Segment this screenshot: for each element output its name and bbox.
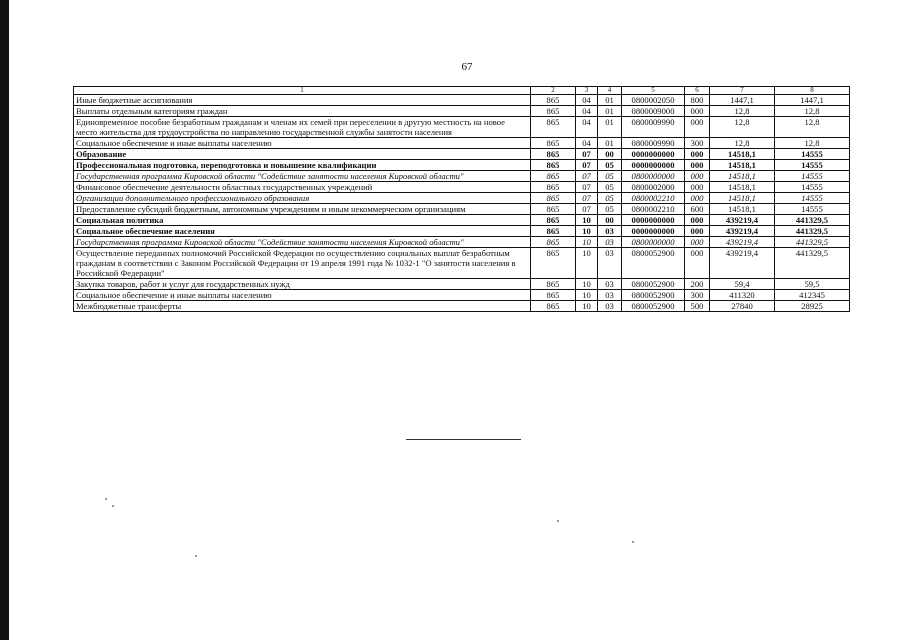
row-value-cell: 28925	[775, 301, 850, 312]
row-name-cell: Социальное обеспечение и иные выплаты населению	[74, 138, 531, 149]
row-value-cell: 04	[576, 95, 598, 106]
scan-speck	[557, 520, 559, 522]
table-row	[74, 117, 850, 138]
row-value-cell: 865	[531, 149, 576, 160]
row-value-cell: 12,8	[775, 117, 850, 138]
row-value-cell: 14555	[775, 182, 850, 193]
table-row	[74, 248, 850, 279]
table-row	[74, 160, 850, 171]
row-value-cell: 439219,4	[710, 215, 775, 226]
row-value-cell: 12,8	[710, 106, 775, 117]
row-value-cell: 14555	[775, 160, 850, 171]
row-value-cell: 14555	[775, 193, 850, 204]
table-row	[74, 149, 850, 160]
row-value-cell: 59,4	[710, 279, 775, 290]
budget-table	[73, 86, 850, 312]
row-value-cell: 439219,4	[710, 237, 775, 248]
row-value-cell: 600	[685, 204, 710, 215]
row-name-cell: Социальное обеспечение населения	[74, 226, 531, 237]
row-value-cell: 03	[598, 248, 622, 279]
row-value-cell: 000	[685, 149, 710, 160]
table-row	[74, 95, 850, 106]
row-value-cell: 12,8	[710, 117, 775, 138]
row-value-cell: 0000000000	[622, 215, 685, 226]
table-row	[74, 215, 850, 226]
table-header-row	[74, 87, 850, 95]
row-value-cell: 03	[598, 301, 622, 312]
row-name-cell: Предоставление субсидий бюджетным, автономным учреждениям и иным некоммерческим организациям	[74, 204, 531, 215]
table-row	[74, 301, 850, 312]
row-name-cell: Профессиональная подготовка, переподготовка и повышение квалификации	[74, 160, 531, 171]
row-value-cell: 14518,1	[710, 160, 775, 171]
row-value-cell: 12,8	[710, 138, 775, 149]
scan-speck	[112, 505, 114, 507]
row-name-cell: Социальная политика	[74, 215, 531, 226]
column-header: 2	[531, 87, 576, 95]
row-value-cell: 07	[576, 149, 598, 160]
scan-speck	[105, 498, 107, 500]
row-name-cell: Выплаты отдельным категориям граждан	[74, 106, 531, 117]
row-name-cell: Социальное обеспечение и иные выплаты населению	[74, 290, 531, 301]
row-value-cell: 05	[598, 171, 622, 182]
row-value-cell: 865	[531, 117, 576, 138]
row-value-cell: 000	[685, 160, 710, 171]
row-value-cell: 441329,5	[775, 215, 850, 226]
row-value-cell: 10	[576, 279, 598, 290]
row-value-cell: 00	[598, 215, 622, 226]
row-value-cell: 0800002000	[622, 182, 685, 193]
row-value-cell: 07	[576, 171, 598, 182]
row-value-cell: 0000000000	[622, 160, 685, 171]
row-name-cell: Финансовое обеспечение деятельности областных государственных учреждений	[74, 182, 531, 193]
row-value-cell: 0800002050	[622, 95, 685, 106]
row-value-cell: 05	[598, 182, 622, 193]
row-value-cell: 865	[531, 237, 576, 248]
row-value-cell: 27840	[710, 301, 775, 312]
row-value-cell: 439219,4	[710, 226, 775, 237]
row-name-cell: Межбюджетные трансферты	[74, 301, 531, 312]
row-name-cell: Государственная программа Кировской области "Содействие занятости населения Кировской области"	[74, 171, 531, 182]
row-value-cell: 00	[598, 149, 622, 160]
column-header: 1	[74, 87, 531, 95]
table-row	[74, 171, 850, 182]
row-value-cell: 04	[576, 106, 598, 117]
row-value-cell: 0000000000	[622, 149, 685, 160]
row-value-cell: 07	[576, 193, 598, 204]
table-row	[74, 106, 850, 117]
row-value-cell: 865	[531, 290, 576, 301]
column-header: 6	[685, 87, 710, 95]
table-row	[74, 290, 850, 301]
row-value-cell: 000	[685, 226, 710, 237]
row-value-cell: 865	[531, 301, 576, 312]
row-value-cell: 300	[685, 290, 710, 301]
row-name-cell: Иные бюджетные ассигнования	[74, 95, 531, 106]
row-value-cell: 59,5	[775, 279, 850, 290]
row-value-cell: 03	[598, 279, 622, 290]
row-value-cell: 1447,1	[710, 95, 775, 106]
row-value-cell: 865	[531, 138, 576, 149]
row-value-cell: 12,8	[775, 138, 850, 149]
row-value-cell: 0800052900	[622, 301, 685, 312]
row-value-cell: 07	[576, 204, 598, 215]
row-value-cell: 441329,5	[775, 237, 850, 248]
row-value-cell: 865	[531, 204, 576, 215]
row-name-cell: Осуществление переданных полномочий Российской Федерации по осуществлению социальных выплат безработным гражданам в соответствии с Законом Российской Федерации от 19 апреля 1991 года № 1032-1 "О занятости населения в Российской Федерации"	[74, 248, 531, 279]
row-value-cell: 03	[598, 237, 622, 248]
row-value-cell: 04	[576, 117, 598, 138]
row-value-cell: 865	[531, 106, 576, 117]
row-value-cell: 01	[598, 95, 622, 106]
column-header: 5	[622, 87, 685, 95]
budget-table-container	[73, 86, 849, 312]
row-value-cell: 07	[576, 182, 598, 193]
scan-speck	[632, 541, 634, 543]
row-value-cell: 865	[531, 95, 576, 106]
row-value-cell: 01	[598, 138, 622, 149]
row-value-cell: 865	[531, 193, 576, 204]
table-row	[74, 226, 850, 237]
row-value-cell: 0800000000	[622, 171, 685, 182]
table-row	[74, 279, 850, 290]
row-value-cell: 500	[685, 301, 710, 312]
row-value-cell: 0800052900	[622, 290, 685, 301]
row-value-cell: 10	[576, 301, 598, 312]
table-row	[74, 204, 850, 215]
row-value-cell: 865	[531, 226, 576, 237]
row-value-cell: 300	[685, 138, 710, 149]
row-value-cell: 865	[531, 160, 576, 171]
row-name-cell: Закупка товаров, работ и услуг для государственных нужд	[74, 279, 531, 290]
row-value-cell: 800	[685, 95, 710, 106]
row-value-cell: 04	[576, 138, 598, 149]
table-row	[74, 193, 850, 204]
row-value-cell: 0800009990	[622, 138, 685, 149]
table-row	[74, 182, 850, 193]
row-value-cell: 05	[598, 193, 622, 204]
row-value-cell: 0000000000	[622, 226, 685, 237]
column-header: 4	[598, 87, 622, 95]
row-value-cell: 000	[685, 193, 710, 204]
row-value-cell: 000	[685, 182, 710, 193]
row-value-cell: 14518,1	[710, 182, 775, 193]
row-value-cell: 0800000000	[622, 237, 685, 248]
row-value-cell: 14555	[775, 149, 850, 160]
row-value-cell: 03	[598, 226, 622, 237]
scan-edge-bar	[0, 0, 9, 640]
row-value-cell: 000	[685, 106, 710, 117]
row-value-cell: 14555	[775, 204, 850, 215]
row-value-cell: 05	[598, 204, 622, 215]
row-value-cell: 01	[598, 117, 622, 138]
column-header: 7	[710, 87, 775, 95]
row-value-cell: 000	[685, 248, 710, 279]
row-value-cell: 865	[531, 171, 576, 182]
row-value-cell: 14555	[775, 171, 850, 182]
row-value-cell: 10	[576, 215, 598, 226]
row-value-cell: 10	[576, 226, 598, 237]
row-value-cell: 865	[531, 215, 576, 226]
row-value-cell: 865	[531, 182, 576, 193]
scan-speck	[195, 555, 197, 557]
row-value-cell: 439219,4	[710, 248, 775, 279]
table-row	[74, 138, 850, 149]
row-value-cell: 411320	[710, 290, 775, 301]
row-value-cell: 12,8	[775, 106, 850, 117]
row-value-cell: 000	[685, 117, 710, 138]
row-value-cell: 14518,1	[710, 193, 775, 204]
row-value-cell: 1447,1	[775, 95, 850, 106]
row-value-cell: 10	[576, 290, 598, 301]
row-value-cell: 0800009990	[622, 117, 685, 138]
row-value-cell: 0800009000	[622, 106, 685, 117]
row-value-cell: 14518,1	[710, 149, 775, 160]
column-header: 3	[576, 87, 598, 95]
row-value-cell: 10	[576, 237, 598, 248]
row-value-cell: 412345	[775, 290, 850, 301]
row-value-cell: 865	[531, 248, 576, 279]
row-value-cell: 200	[685, 279, 710, 290]
row-value-cell: 05	[598, 160, 622, 171]
row-value-cell: 01	[598, 106, 622, 117]
row-value-cell: 07	[576, 160, 598, 171]
row-value-cell: 10	[576, 248, 598, 279]
page-number: 67	[461, 61, 473, 73]
row-name-cell: Организации дополнительного профессионального образования	[74, 193, 531, 204]
row-value-cell: 03	[598, 290, 622, 301]
row-value-cell: 0800002210	[622, 193, 685, 204]
column-header: 8	[775, 87, 850, 95]
row-value-cell: 441329,5	[775, 226, 850, 237]
row-value-cell: 0800052900	[622, 279, 685, 290]
row-value-cell: 441329,5	[775, 248, 850, 279]
row-value-cell: 0800002210	[622, 204, 685, 215]
row-name-cell: Образование	[74, 149, 531, 160]
row-value-cell: 14518,1	[710, 204, 775, 215]
row-value-cell: 865	[531, 279, 576, 290]
row-value-cell: 0800052900	[622, 248, 685, 279]
row-name-cell: Единовременное пособие безработным гражданам и членам их семей при переселении в другую местность на новое место жительства для трудоустройства по направлению государственной службы занятости населения	[74, 117, 531, 138]
row-value-cell: 14518,1	[710, 171, 775, 182]
row-value-cell: 000	[685, 171, 710, 182]
row-value-cell: 000	[685, 237, 710, 248]
row-name-cell: Государственная программа Кировской области "Содействие занятости населения Кировской области"	[74, 237, 531, 248]
table-row	[74, 237, 850, 248]
row-value-cell: 000	[685, 215, 710, 226]
closing-line	[406, 439, 521, 440]
